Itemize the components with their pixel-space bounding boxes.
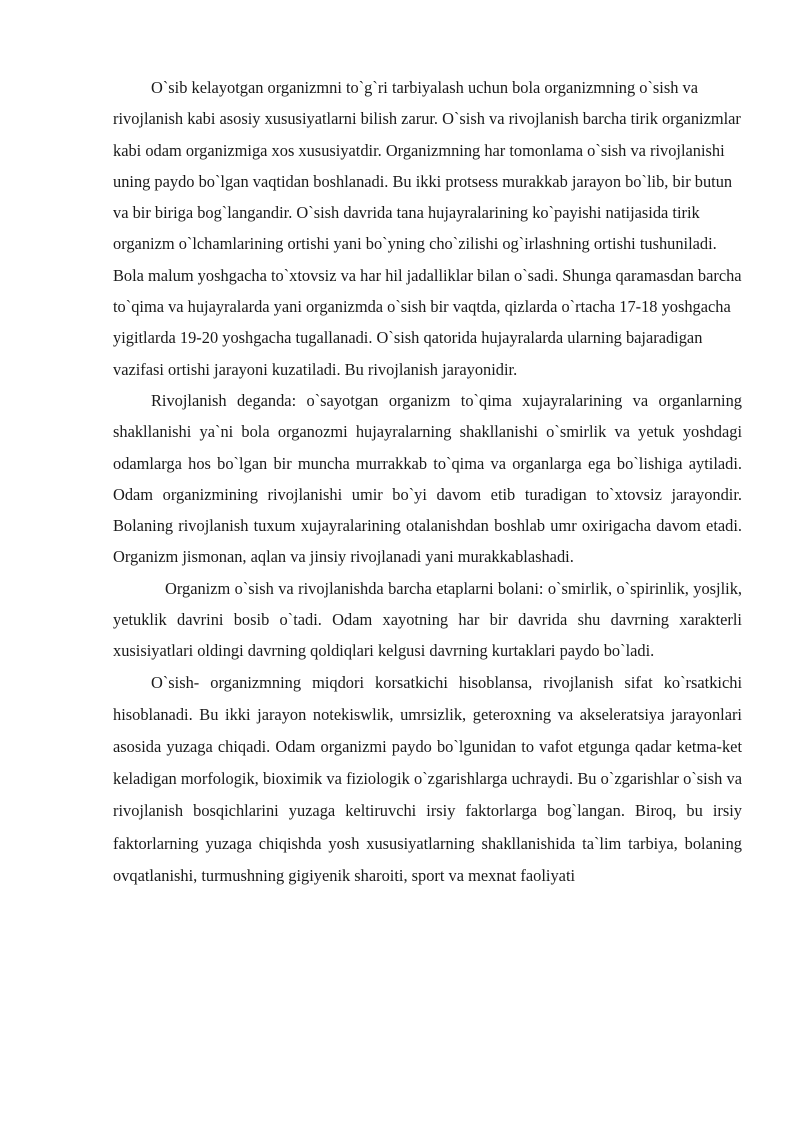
document-body [113,72,742,892]
paragraph-growth-indicators: O`sish- organizmning miqdori korsatkichi hisoblansa, rivojlanish sifat ko`rsatkichi hisoblanadi. Bu ikki jarayon notekiswlik, umrsizlik, geteroxning va akseleratsiya jarayonlari asosida yuzaga chiqadi. Odam organizmi paydo bo`lgunidan to vafot etgunga qadar ketma-ket keladigan morfologik, bioximik va fiziologik o`zgarishlarga uchraydi. Bu o`zgarishlar o`sish va rivojlanish bosqichlarini yuzaga keltiruvchi irsiy faktorlarga bog`langan. Biroq, bu irsiy faktorlarning yuzaga chiqishda yosh xususiyatlarning shakllanishida ta`lim tarbiya, bolaning ovqatlanishi, turmushning gigiyenik sharoiti, sport va mexnat faoliyati [113,672,742,885]
paragraph-growth-intro: O`sib kelayotgan organizmni to`g`ri tarbiyalash uchun bola organizmning o`sish va rivojlanish kabi asosiy xususiyatlarni bilish zarur. O`sish va rivojlanish barcha tirik organizmlar kabi odam organizmiga xos xususiyatdir. Organizmning har tomonlama o`sish va rivojlanishi uning paydo bo`lgan vaqtidan boshlanadi. Bu ikki protsess murakkab jarayon bo`lib, bir butun va bir biriga bog`langandir. O`sish davrida tana hujayralarining ko`payishi natijasida tirik organizm o`lchamlarining ortishi yani bo`yning cho`zilishi og`irlashning ortishi tushuniladi. Bola malum yoshgacha to`xtovsiz va har hil jadalliklar bilan o`sadi. Shunga qaramasdan barcha to`qima va hujayralarda yani organizmda o`sish bir vaqtda, qizlarda o`rtacha 17-18 yoshgacha yigitlarda 19-20 yoshgacha tugallanadi. O`sish qatorida hujayralarda ularning bajaradigan vazifasi ortishi jarayoni kuzatiladi. Bu rivojlanish jarayonidir. [113,78,742,379]
paragraph-development-definition: Rivojlanish deganda: o`sayotgan organizm to`qima xujayralarining va organlarning shakllanishi ya`ni bola organozmi hujayralarning shakllanishi o`smirlik va yetuk yoshdagi odamlarga hos bo`lgan bir muncha murrakkab to`qima va organlarga ega bo`lishiga aytiladi. Odam organizmining rivojlanishi umir bo`yi davom etib turadigan to`xtovsiz jarayondir. Bolaning rivojlanish tuxum xujayralarining otalanishdan boshlab umr oxirigacha davom etadi. Organizm jismonan, aqlan va jinsiy rivojlanadi yani murakkablashadi. [113,390,742,567]
paragraph-life-stages: Organizm o`sish va rivojlanishda barcha etaplarni bolani: o`smirlik, o`spirinlik, yosjlik, yetuklik davrini bosib o`tadi. Odam xayotning har bir davrida shu davrning xarakterli xusisiyatlari oldingi davrning qoldiqlari kelgusi davrning kurtaklari paydo bo`ladi. [113,578,742,661]
